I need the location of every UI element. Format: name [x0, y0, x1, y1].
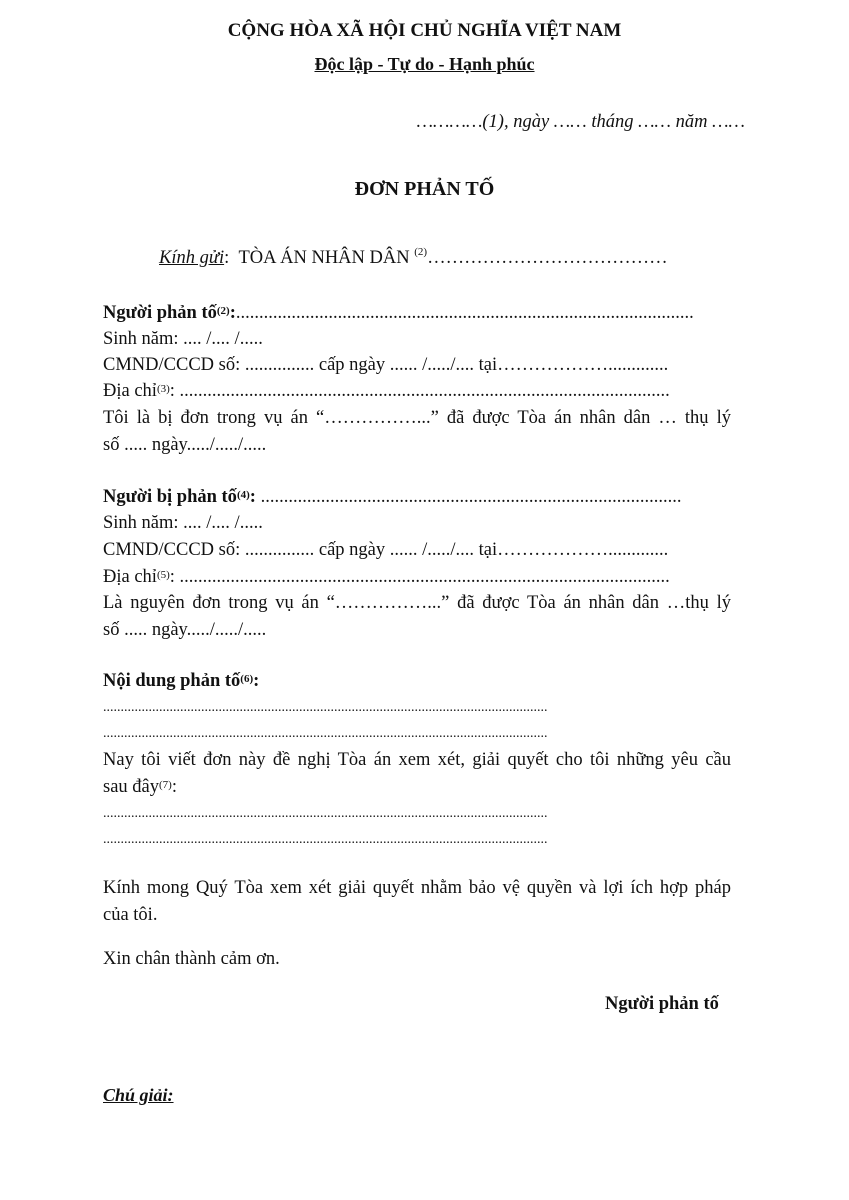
recipient-line — [159, 248, 668, 269]
respondent-address-label: Địa chỉ — [103, 567, 157, 587]
thanks-line: Xin chân thành cảm ơn. — [103, 949, 280, 969]
counterclaimant-address-note: (3) — [156, 383, 170, 395]
recipient-fill-field[interactable]: ………………………………… — [427, 248, 668, 268]
respondent-address-note: (5) — [156, 569, 170, 581]
content-note: (6) — [240, 673, 254, 685]
respondent-address-field[interactable]: : .......................................................................................................... — [169, 567, 670, 587]
content-label: Nội dung phản tố — [103, 671, 241, 691]
respondent-note: (4) — [236, 489, 250, 501]
counterclaimant-case-line-1: Tôi là bị đơn trong vụ án “……………...” đã được Tòa án nhân dân … thụ lý — [103, 408, 731, 428]
request-blank-line-1[interactable]: ............................................................................................................................... — [103, 806, 548, 821]
recipient-colon: : — [224, 248, 230, 268]
request-label: sau đây — [103, 777, 159, 797]
footnotes-heading: Chú giải: — [103, 1085, 174, 1105]
request-line-2 — [103, 774, 731, 800]
motto-text: Độc lập - Tự do - Hạnh phúc — [314, 54, 535, 74]
respondent-colon: : — [249, 487, 256, 507]
counterclaimant-id-field[interactable]: CMND/CCCD số: ............... cấp ngày ...... /...../.... tại………………............. — [103, 355, 669, 375]
counterclaimant-name-field[interactable]: ................................................................................................... — [235, 303, 694, 323]
content-colon: : — [253, 671, 260, 691]
counterclaimant-birth-field[interactable]: Sinh năm: .... /.... /..... — [103, 329, 263, 349]
counterclaimant-label: Người phản tố — [103, 303, 217, 323]
recipient-court: TÒA ÁN NHÂN DÂN — [238, 248, 410, 268]
counterclaimant-note: (2) — [216, 305, 230, 317]
plea-line-2: của tôi. — [103, 905, 158, 925]
counterclaimant-address-line — [103, 378, 731, 404]
request-blank-line-2[interactable]: ............................................................................................................................... — [103, 832, 548, 847]
respondent-id-field[interactable]: CMND/CCCD số: ............... cấp ngày ...... /...../.... tại………………............. — [103, 540, 669, 560]
signature-label: Người phản tố — [605, 994, 719, 1014]
content-blank-line-2[interactable]: ............................................................................................................................... — [103, 726, 548, 741]
counterclaimant-address-field[interactable]: : .......................................................................................................... — [169, 381, 670, 401]
place-date-line: …………(1), ngày …… tháng …… năm …… — [416, 112, 745, 132]
counterclaimant-name-line — [103, 300, 731, 326]
content-heading — [103, 668, 731, 694]
respondent-case-line-2: số ..... ngày...../...../..... — [103, 620, 267, 640]
respondent-case-line-1: Là nguyên đơn trong vụ án “……………...” đã được Tòa án nhân dân …thụ lý — [103, 593, 731, 613]
recipient-label: Kính gửi — [159, 248, 225, 268]
respondent-name-field[interactable]: ........................................................................................... — [255, 487, 682, 507]
document-title: ĐƠN PHẢN TỐ — [354, 178, 495, 200]
respondent-label: Người bị phản tố — [103, 487, 237, 507]
request-colon: : — [171, 777, 177, 797]
counterclaimant-case-line-2: số ..... ngày...../...../..... — [103, 435, 267, 455]
national-motto — [0, 54, 849, 75]
counterclaimant-address-label: Địa chỉ — [103, 381, 157, 401]
content-blank-line-1[interactable]: ............................................................................................................................... — [103, 700, 548, 715]
respondent-birth-field[interactable]: Sinh năm: .... /.... /..... — [103, 513, 263, 533]
respondent-address-line — [103, 564, 731, 590]
request-line-1: Nay tôi viết đơn này đề nghị Tòa án xem xét, giải quyết cho tôi những yêu cầu — [103, 750, 731, 770]
plea-line-1: Kính mong Quý Tòa xem xét giải quyết nhằm bảo vệ quyền và lợi ích hợp pháp — [103, 878, 731, 898]
respondent-name-line — [103, 484, 731, 510]
recipient-note: (2) — [414, 246, 428, 258]
request-note: (7) — [159, 779, 172, 791]
national-title: CỘNG HÒA XÃ HỘI CHỦ NGHĨA VIỆT NAM — [227, 20, 622, 41]
counterclaimant-colon: : — [229, 303, 236, 323]
